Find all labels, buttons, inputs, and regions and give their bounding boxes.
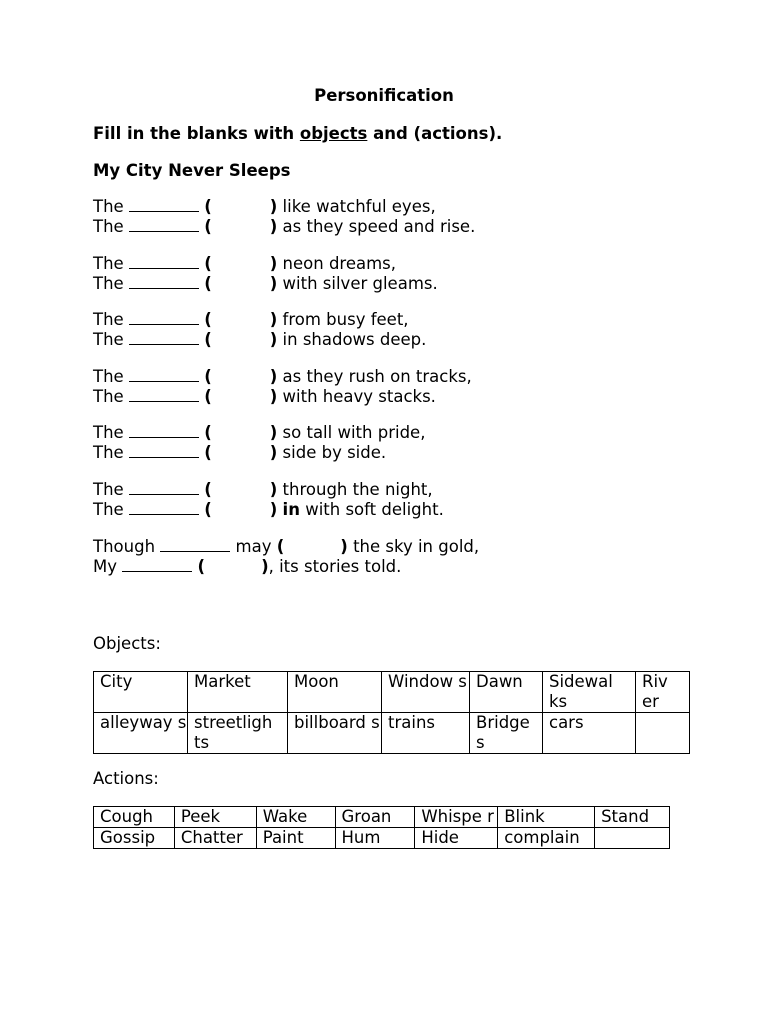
page-title: Personification (314, 86, 454, 105)
final-line-1 (93, 537, 479, 557)
object-blank[interactable] (160, 537, 230, 552)
open-paren: ( (204, 480, 212, 499)
open-paren: ( (204, 217, 212, 236)
close-paren: ) (269, 197, 278, 216)
line-text: side by side. (277, 443, 387, 462)
object-cell: City (94, 672, 188, 713)
line-word: My (93, 557, 118, 576)
line-word: The (93, 423, 124, 442)
line-text: through the night, (277, 480, 433, 499)
instructions-text: . (496, 124, 503, 143)
table-row (94, 672, 690, 713)
poem-line (93, 254, 396, 274)
actions-table (93, 806, 670, 849)
objects-keyword: objects (299, 124, 368, 143)
action-cell: Peek (174, 807, 256, 828)
object-blank[interactable] (129, 367, 199, 382)
line-word: The (93, 274, 124, 293)
object-cell (636, 713, 690, 754)
action-cell: Cough (94, 807, 175, 828)
action-cell: Wake (256, 807, 335, 828)
action-cell: Blink (498, 807, 595, 828)
open-paren: ( (276, 537, 285, 556)
line-word: may (230, 537, 277, 556)
close-paren: ) (269, 423, 278, 442)
open-paren: ( (204, 197, 212, 216)
final-line-2 (93, 557, 401, 577)
line-word: The (93, 310, 124, 329)
poem-line (93, 387, 436, 407)
object-cell: Window s (382, 672, 470, 713)
close-paren: ) (269, 254, 278, 273)
open-paren: ( (204, 387, 212, 406)
object-blank[interactable] (129, 217, 199, 232)
action-cell: Whispe r (415, 807, 498, 828)
object-cell: billboard s (288, 713, 382, 754)
action-cell: Chatter (174, 828, 256, 849)
object-blank[interactable] (129, 330, 199, 345)
line-text: so tall with pride, (277, 423, 426, 442)
line-word: The (93, 254, 124, 273)
line-text: in shadows deep. (277, 330, 427, 349)
bold-word: in (282, 500, 300, 519)
object-blank[interactable] (129, 274, 199, 289)
close-paren: ) (269, 217, 278, 236)
line-word: The (93, 500, 124, 519)
poem-line (93, 330, 426, 350)
object-cell: Riv er (636, 672, 690, 713)
line-word: The (93, 443, 124, 462)
close-paren: ) (269, 274, 278, 293)
open-paren: ( (204, 443, 212, 462)
instructions (93, 124, 502, 144)
open-paren: ( (204, 274, 212, 293)
open-paren: ( (204, 254, 212, 273)
object-cell: alleyway s (94, 713, 188, 754)
close-paren: ) (269, 480, 278, 499)
action-cell: Groan (335, 807, 415, 828)
line-text: , its stories told. (268, 557, 402, 576)
object-cell: Market (188, 672, 288, 713)
line-text: with silver gleams. (277, 274, 438, 293)
object-blank[interactable] (129, 500, 199, 515)
line-text: neon dreams, (277, 254, 397, 273)
action-cell: Hum (335, 828, 415, 849)
object-cell: streetligh ts (188, 713, 288, 754)
poem-line (93, 500, 444, 520)
table-row (94, 713, 690, 754)
object-blank[interactable] (129, 423, 199, 438)
table-row (94, 828, 670, 849)
action-cell: Gossip (94, 828, 175, 849)
close-paren: ) (261, 557, 269, 576)
close-paren: ) (269, 367, 278, 386)
action-cell: Stand (595, 807, 670, 828)
poem-line (93, 197, 436, 217)
line-word: The (93, 217, 124, 236)
object-cell: Moon (288, 672, 382, 713)
instructions-text: Fill in the blanks with (93, 124, 300, 143)
object-blank[interactable] (129, 197, 199, 212)
line-text: like watchful eyes, (277, 197, 436, 216)
open-paren: ( (204, 500, 212, 519)
line-text: with soft delight. (299, 500, 444, 519)
close-paren: ) (269, 443, 278, 462)
poem-line (93, 423, 425, 443)
open-paren: ( (204, 367, 212, 386)
actions-keyword: (actions) (413, 124, 496, 143)
action-cell: Hide (415, 828, 498, 849)
poem-line (93, 217, 475, 237)
table-row (94, 807, 670, 828)
close-paren: ) (269, 500, 278, 519)
close-paren: ) (269, 310, 278, 329)
object-blank[interactable] (129, 480, 199, 495)
close-paren: ) (340, 537, 348, 556)
object-blank[interactable] (129, 387, 199, 402)
poem-line (93, 367, 472, 387)
line-text: as they rush on tracks, (277, 367, 472, 386)
poem-title: My City Never Sleeps (93, 161, 291, 180)
object-blank[interactable] (122, 557, 192, 572)
objects-label: Objects: (93, 634, 161, 653)
action-cell: complain (498, 828, 595, 849)
object-cell: Dawn (470, 672, 543, 713)
actions-label: Actions: (93, 769, 159, 788)
poem-line (93, 480, 433, 500)
line-text: as they speed and rise. (277, 217, 476, 236)
object-cell: Sidewal ks (543, 672, 636, 713)
object-blank[interactable] (129, 443, 199, 458)
object-cell: cars (543, 713, 636, 754)
line-text: with heavy stacks. (277, 387, 436, 406)
line-text: the sky in gold, (347, 537, 480, 556)
line-word: The (93, 480, 124, 499)
open-paren: ( (204, 310, 212, 329)
line-word: The (93, 387, 124, 406)
poem-line (93, 274, 438, 294)
object-cell: trains (382, 713, 470, 754)
action-cell: Paint (256, 828, 335, 849)
line-word: The (93, 197, 124, 216)
line-word: The (93, 330, 124, 349)
open-paren: ( (204, 423, 212, 442)
poem-line (93, 443, 386, 463)
open-paren: ( (197, 557, 206, 576)
object-blank[interactable] (129, 254, 199, 269)
poem-line (93, 310, 409, 330)
close-paren: ) (269, 387, 278, 406)
open-paren: ( (204, 330, 212, 349)
objects-table (93, 671, 690, 754)
close-paren: ) (269, 330, 278, 349)
object-cell: Bridge s (470, 713, 543, 754)
line-word: The (93, 367, 124, 386)
object-blank[interactable] (129, 310, 199, 325)
line-text: from busy feet, (277, 310, 409, 329)
action-cell (595, 828, 670, 849)
instructions-text: and (367, 124, 414, 143)
line-word: Though (93, 537, 156, 556)
